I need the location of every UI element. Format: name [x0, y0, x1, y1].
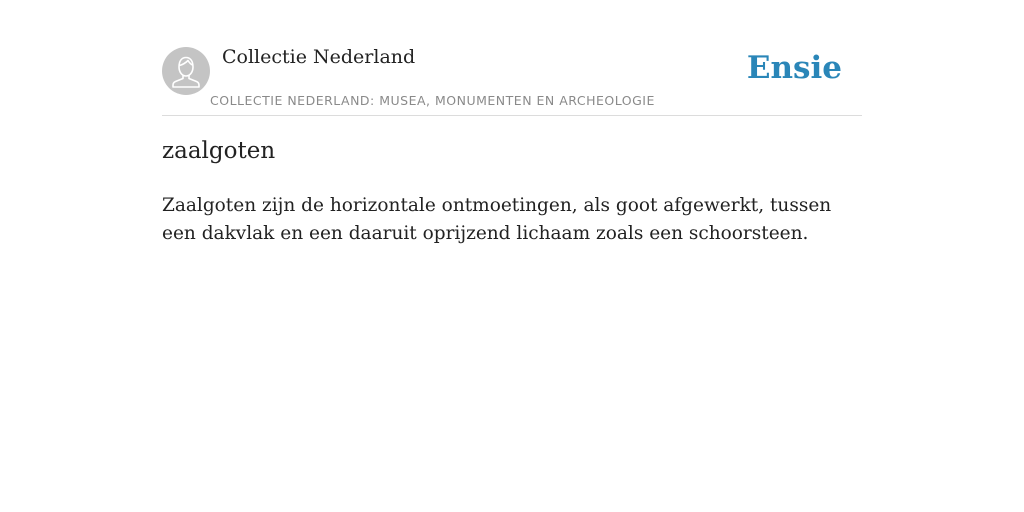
brand-logo[interactable]: Ensie — [746, 50, 842, 86]
avatar[interactable] — [162, 47, 210, 95]
entry-definition: Zaalgoten zijn de horizontale ontmoetingen, als goot afgewerkt, tussen een dakvlak en een daaruit oprijzend lichaam zoals een schoorsteen. — [162, 195, 832, 244]
user-avatar-icon — [162, 47, 210, 95]
collection-subtitle: COLLECTIE NEDERLAND: MUSEA, MONUMENTEN EN ARCHEOLOGIE — [210, 93, 655, 108]
entry-title: zaalgoten — [162, 138, 276, 164]
entry-header — [162, 40, 862, 116]
author-name-link[interactable]: Collectie Nederland — [222, 46, 416, 68]
